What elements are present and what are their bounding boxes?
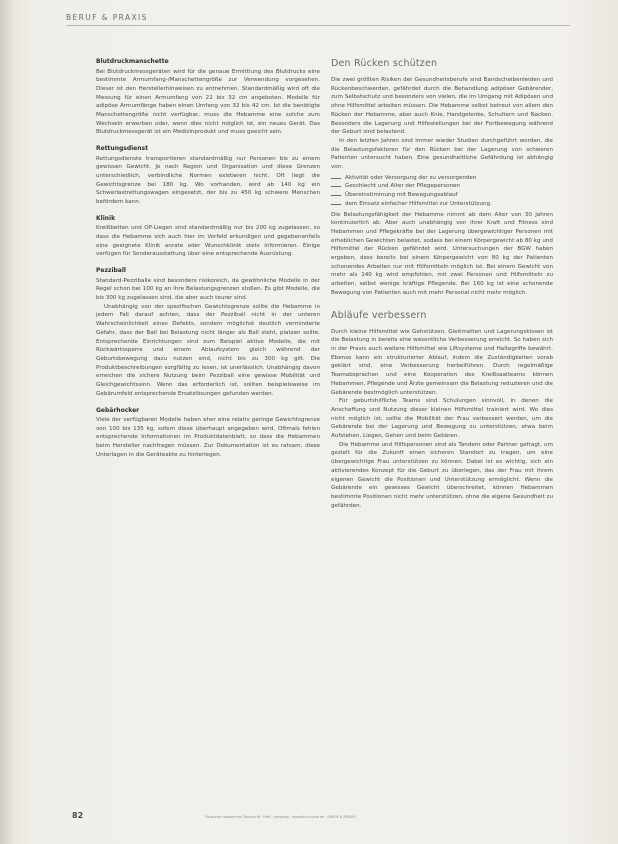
section-blutdruckmanschette (96, 58, 320, 137)
section-paragraph: Standard-Pezziballe sind besonders risikoreich, da gewöhnliche Modelle in der Regel schon bei 100 kg an ihre Belastungsgrenzen stoßen. Es gibt Modelle, die bis 300 kg zugelassen sind, die aber auch teurer sind. (96, 277, 320, 302)
footer-credit: Deutsche Hebammen Zeitschrift · Heft · Jahrgang · www.dhz-online.de · BERUF & PRAXIS (205, 815, 356, 819)
page-number: 82 (72, 811, 84, 820)
body-paragraph: In den letzten Jahren sind immer wieder Studien durchgeführt worden, die die Belastungsfaktoren für den Rücken bei der Lagerung von schweren Patienten untersucht haben. Eine gesundheitliche Gefährdung ist abhängig von: (331, 137, 553, 171)
section-paragraph: Kreißbetten und OP-Liegen sind standardmäßig nur bis 200 kg zugelassen, so dass die Hebamme sich auch hier im Vorfeld erkundigen und gegebenenfalls eine geeignete Klinik anrate oder Wunschklinik stets informieren. Einige verfügen für Sonderausstattung über eine entsprechende Ausrüstung. (96, 225, 320, 258)
section-title: Pezziball (96, 267, 126, 275)
dash-bullet-icon (331, 178, 341, 179)
list-item-text: Aktivität oder Versorgung der zu versorgenden (345, 174, 477, 181)
section-paragraph: Unabhängig von der spezifischen Gewichtsgrenze sollte die Hebamme in jedem Fall darauf achten, dass der Pezziball nicht in der unteren Wahrscheinlichkeit eines Defekts, sondern möglichst deutlich verminderte Gefahr, dass der Ball bei Belastung nicht länger als Ball steht, platzen sollte. Entsprechende Einrichtungen sind zum Beispiel aktive Modelle, die mit Rückwärtssperre und einem Ablaufsystem gleich während der Geburtsbewegung dazu nutzen sind, nicht bis zu 300 kg gilt. Die Produktbeschreibungen sorgfältig zu lesen, ist unerlässlich. Unabhängig davon erreichen die sichere Nutzung beim Pezziball eine gewisse Mobilität und Gleichgewichtssinn. Wenn das erforderlich ist, sollten beispielsweise im Gebärumfeld entsprechende Ersatzlösungen gefunden werden. (96, 303, 320, 397)
list-item (331, 182, 553, 191)
list-item (331, 191, 553, 200)
heading-ablaeufe-verbessern: Abläufe verbessern (331, 309, 427, 321)
section-title: Rettungsdienst (96, 145, 148, 153)
section-paragraph: Bei Blutdruckmessgeräten wird für die genaue Ermittlung des Blutdrucks eine bestimmte Armumfang-/Manschettengröße zur Verwendung vorgesehen. Dieser ist den Herstellerhinweisen zu entnehmen. Standardmäßig wird oft die Messung für einen Armumfang von 22 bis 32 cm angeboten. Modelle für adipöse Armumfänge haben einen Umfang von 32 bis 42 cm. Ist die benötigte Manschettengröße nicht verfügbar, muss die Hebamme eine solche zum Wechseln erwerben oder, wenn dies nicht möglich ist, ein neues Gerät. Das Blutdruckmessgerät ist ein Medizinprodukt und muss geeicht sein. (96, 68, 320, 136)
section-paragraph: Rettungsdienste transportieren standardmäßig nur Personen bis zu einem gewissen Gewicht. Je nach Region und Organisation und diese Grenzen unterschiedlich, verbindliche Normen existieren nicht. Oft liegt die Gewichtsgrenze bei 180 kg. Wo vorhanden, wird ab 140 kg ein Schwerlastrettungswagen eingesetzt, der bis zu 450 kg schwere Menschen befördern kann. (96, 155, 320, 206)
body-paragraph: Die Hebamme und Hilfspersonen sind als Tandem oder Partner gefragt, um gezielt für die Zukunft einen sicheren Standort zu tragen, um eine übergewichtige Frau unterstützen zu können. Dabei ist es wichtig, sich ein aktivierendes Konzept für die Geburt zu überlegen, das der Frau mit ihrem eigenen Gewicht die Positionen und Unterstützung ermöglicht. Wenn die Gebärende ein gewisses Gewicht überschreitet, können Hebammen bestimmte Positionen nicht mehr unterstützen, ohne die eigene Gesundheit zu gefährden. (331, 441, 553, 509)
section-title: Klinik (96, 214, 116, 222)
section-title: Gebärhocker (96, 406, 140, 414)
body-paragraph: Durch kleine Hilfsmittel wie Gehstützen, Gleitmatten und Lagerungskissen ist die Belastung in bereits eine wesentliche Verbesserung erreicht. So haben sich in der Praxis auch weitere Hilfsmittel wie Liftsysteme und Haltegriffe bewährt. Ebenso kann ein strukturierter Ablauf, indem die Zuständigkeiten vorab geklärt sind, eine Verbesserung herbeiführen. Durch regelmäßige Teamabsprachen und eine Kooperation des Kreißsaalteams können Hebammen, Pflegende und Ärzte gemeinsam die Belastung reduzieren und die Gebärende bestmöglich unterstützen. (331, 328, 553, 396)
list-item-text: Übereinstimmung mit Bewegungsablauf (345, 192, 458, 199)
body-paragraph: Für geburtshilfliche Teams sind Schulungen sinnvoll, in denen die Anschaffung und Nutzung dieser kleinen Hilfsmittel trainiert wird. Wo dies nicht möglich ist, sollte die Mobilität der Frau verbessert werden, um die Gebärende bei der Lagerung und Bewegung zu unterstützen, etwa beim Aufstehen, Liegen, Gehen und beim Gebären. (331, 398, 553, 440)
dash-bullet-icon (331, 204, 341, 205)
section-klinik (96, 215, 320, 259)
binding-shadow (0, 0, 14, 844)
dash-bullet-icon (331, 195, 341, 196)
list-item (331, 200, 553, 209)
heading-den-ruecken-schuetzen: Den Rücken schützen (331, 58, 438, 69)
section-rettungsdienst (96, 145, 320, 207)
section-title: Blutdruckmanschette (96, 58, 169, 65)
dash-bullet-icon (331, 186, 341, 187)
left-column (96, 58, 320, 468)
list-item-text: dem Einsatz einfacher Hilfsmittel zur Unterstützung. (345, 200, 492, 207)
section-paragraph: Viele der verfügbaren Modelle haben eher eine relativ geringe Gewichtsgrenze von 100 bis 135 kg, sofern diese überhaupt angegeben wird. Oftmals fehlen entsprechende Informationen im Produktdatenblatt, so dass die Hebammen beim Hersteller nachfragen müssen. Zur Dokumentation ist es ratsam, diese Unterlagen in die Geräteakte zu hinterlegen. (96, 417, 320, 458)
body-paragraph: Die Belastungsfähigkeit der Hebamme nimmt ab dem Alter von 30 Jahren kontinuierlich ab. Aber auch unabhängig von ihrer Kraft und Fitness sind Hebammen und Pflegekräfte bei der Lagerung übergewichtiger Personen mit erheblichen Gewichten belastet, sodass bei einem Körpergewicht ab 80 kg und Hilfsmittel der Rücken gefährdet wird. Untersuchungen der BGW haben ergeben, dass bereits bei einem Körpergewicht von 80 kg der Patienten schonendes Arbeiten nur mit Hilfsmitteln möglich ist. Bei einem Gewicht von mehr als 140 kg wird empfohlen, mit zwei Personen und Hilfsmitteln zu arbeiten, selbst wenige kräftige Pflegende. Bei 160 kg ist eine schonende Bewegung von Patienten auch mit mehr Personal nicht mehr möglich. (331, 211, 553, 296)
risk-factor-list (331, 174, 553, 209)
header-rule (66, 25, 570, 26)
right-column (331, 58, 553, 510)
section-pezziball (96, 267, 320, 398)
list-item (331, 174, 553, 183)
section-gebaerhocker (96, 407, 320, 460)
running-head: BERUF & PRAXIS (66, 13, 148, 22)
list-item-text: Geschlecht und Alter der Pflegepersonen (345, 183, 460, 190)
body-paragraph: Die zwei größten Risiken der Gesundheitsberufe sind Bandscheibenleiden und Rückenbeschwerden, gefährdet durch die Behandlung adipöser Gebärender, zum Selbstschutz und besonders von vielen, die im Umgang mit Adipösen und ohne Hilfsmittel arbeiten müssen. Die Hebamme selbst betreut von allem den Rücken der Hebamme, aber auch Knie, Handgelenke, Schultern und Nacken. Besonders die Lagerung und Hilfestellungen bei der Fortbewegung während der Geburt sind belastend. (331, 77, 553, 136)
